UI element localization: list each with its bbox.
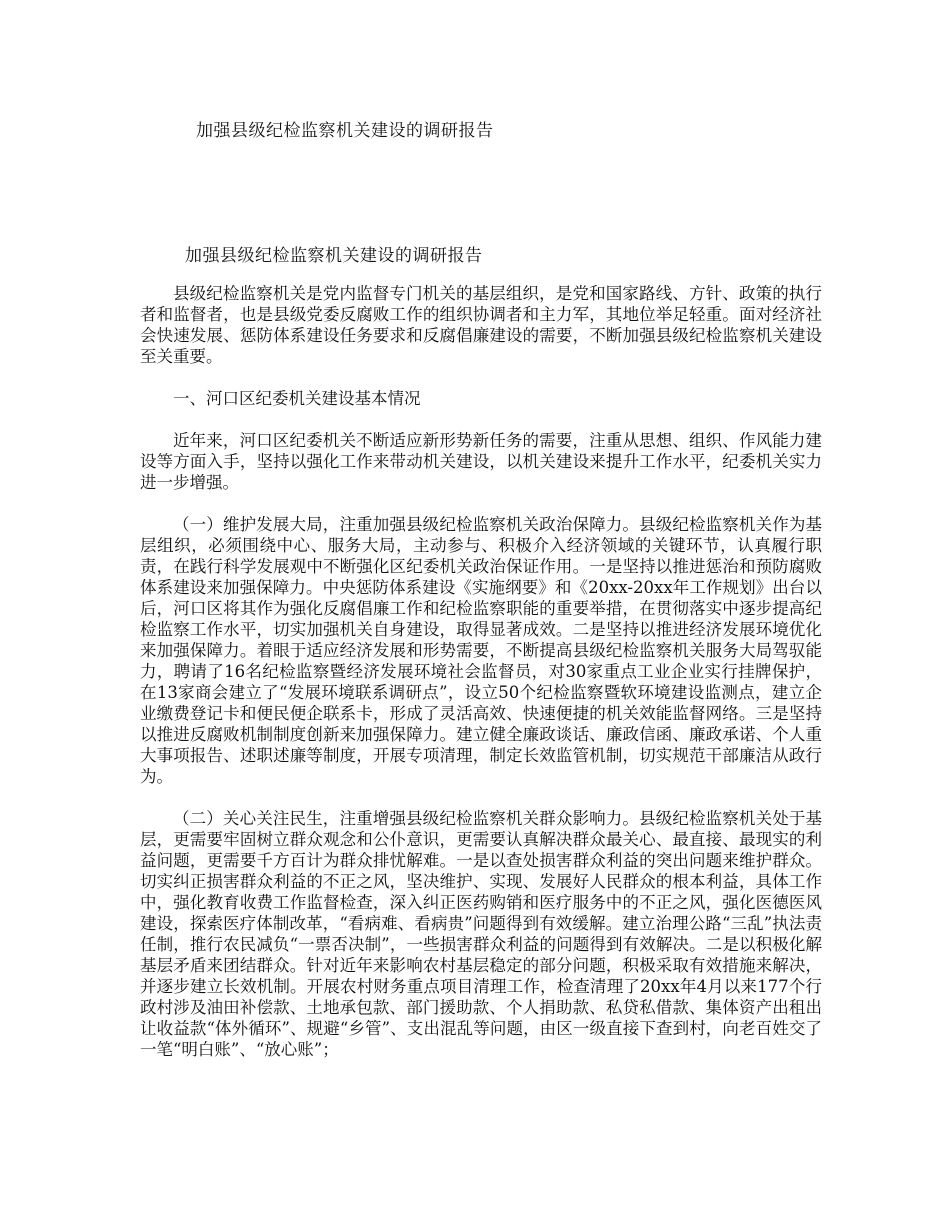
- section-heading: 一、河口区纪委机关建设基本情况: [173, 389, 421, 408]
- section-intro-paragraph: 近年来，河口区纪委机关不断适应新形势新任务的需要，注重从思想、组织、作风能力建设等方面入手，坚持以强化工作来带动机关建设，以机关建设来提升工作水平，纪委机关实力进一步增强。: [140, 431, 822, 492]
- subsection-2-paragraph: （二）关心关注民生，注重增强县级纪检监察机关群众影响力。县级纪检监察机关处于基层，更需要牢固树立群众观念和公仆意识，更需要认真解决群众最关心、最直接、最现实的利益问题，更需要千方百计为群众排忧解难。一是以查处损害群众利益的突出问题来维护群众。切实纠正损害群众利益的不正之风，坚决维护、实现、发展好人民群众的根本利益，具体工作中，强化教育收费工作监督检查，深入纠正医药购销和医疗服务中的不正之风，强化医德医风建设，探索医疗体制改革，“看病难、看病贵”问题得到有效缓解。建立治理公路“三乱”执法责任制，推行农民减负“一票否决制”，一些损害群众利益的问题得到有效解决。二是以积极化解基层矛盾来团结群众。针对近年来影响农村基层稳定的部分问题，积极采取有效措施来解决，并逐步建立长效机制。开展农村财务重点项目清理工作，检查清理了20xx年4月以来177个行政村涉及油田补偿款、土地承包款、部门援助款、个人捐助款、私贷私借款、集体资产出租出让收益款“体外循环”、规避“乡管”、支出混乱等问题，由区一级直接下查到村，向老百姓交了一笔“明白账”、“放心账”；: [140, 809, 822, 1059]
- subsection-1-paragraph: （一）维护发展大局，注重加强县级纪检监察机关政治保障力。县级纪检监察机关作为基层组织，必须围绕中心、服务大局，主动参与、积极介入经济领域的关键环节，认真履行职责，在践行科学发展观中不断强化区纪委机关政治保证作用。一是坚持以推进惩治和预防腐败体系建设来加强保障力。中央惩防体系建设《实施纲要》和《20xx-20xx年工作规划》出台以后，河口区将其作为强化反腐倡廉工作和纪检监察职能的重要举措，在贯彻落实中逐步提高纪检监察工作水平，切实加强机关自身建设，取得显著成效。二是坚持以推进经济发展环境优化来加强保障力。着眼于适应经济发展和形势需要，不断提高县级纪检监察机关服务大局驾驭能力，聘请了16名纪检监察暨经济发展环境社会监督员，对30家重点工业企业实行挂牌保护，在13家商会建立了“发展环境联系调研点”，设立50个纪检监察暨软环境建设监测点，建立企业缴费登记卡和便民便企联系卡，形成了灵活高效、快速便捷的机关效能监督网络。三是坚持以推进反腐败机制制度创新来加强保障力。建立健全廉政谈话、廉政信函、廉政承诺、个人重大事项报告、述职述廉等制度，开展专项清理，制定长效监管机制，切实规范干部廉洁从政行为。: [140, 515, 822, 786]
- cover-title: 加强县级纪检监察机关建设的调研报告: [196, 121, 494, 141]
- document-body: [140, 283, 822, 1081]
- document-title: 加强县级纪检监察机关建设的调研报告: [185, 246, 483, 266]
- intro-paragraph: 县级纪检监察机关是党内监督专门机关的基层组织，是党和国家路线、方针、政策的执行者和监督者，也是县级党委反腐败工作的组织协调者和主力军，其地位举足轻重。面对经济社会快速发展、惩防体系建设任务要求和反腐倡廉建设的需要，不断加强县级纪检监察机关建设至关重要。: [140, 284, 822, 366]
